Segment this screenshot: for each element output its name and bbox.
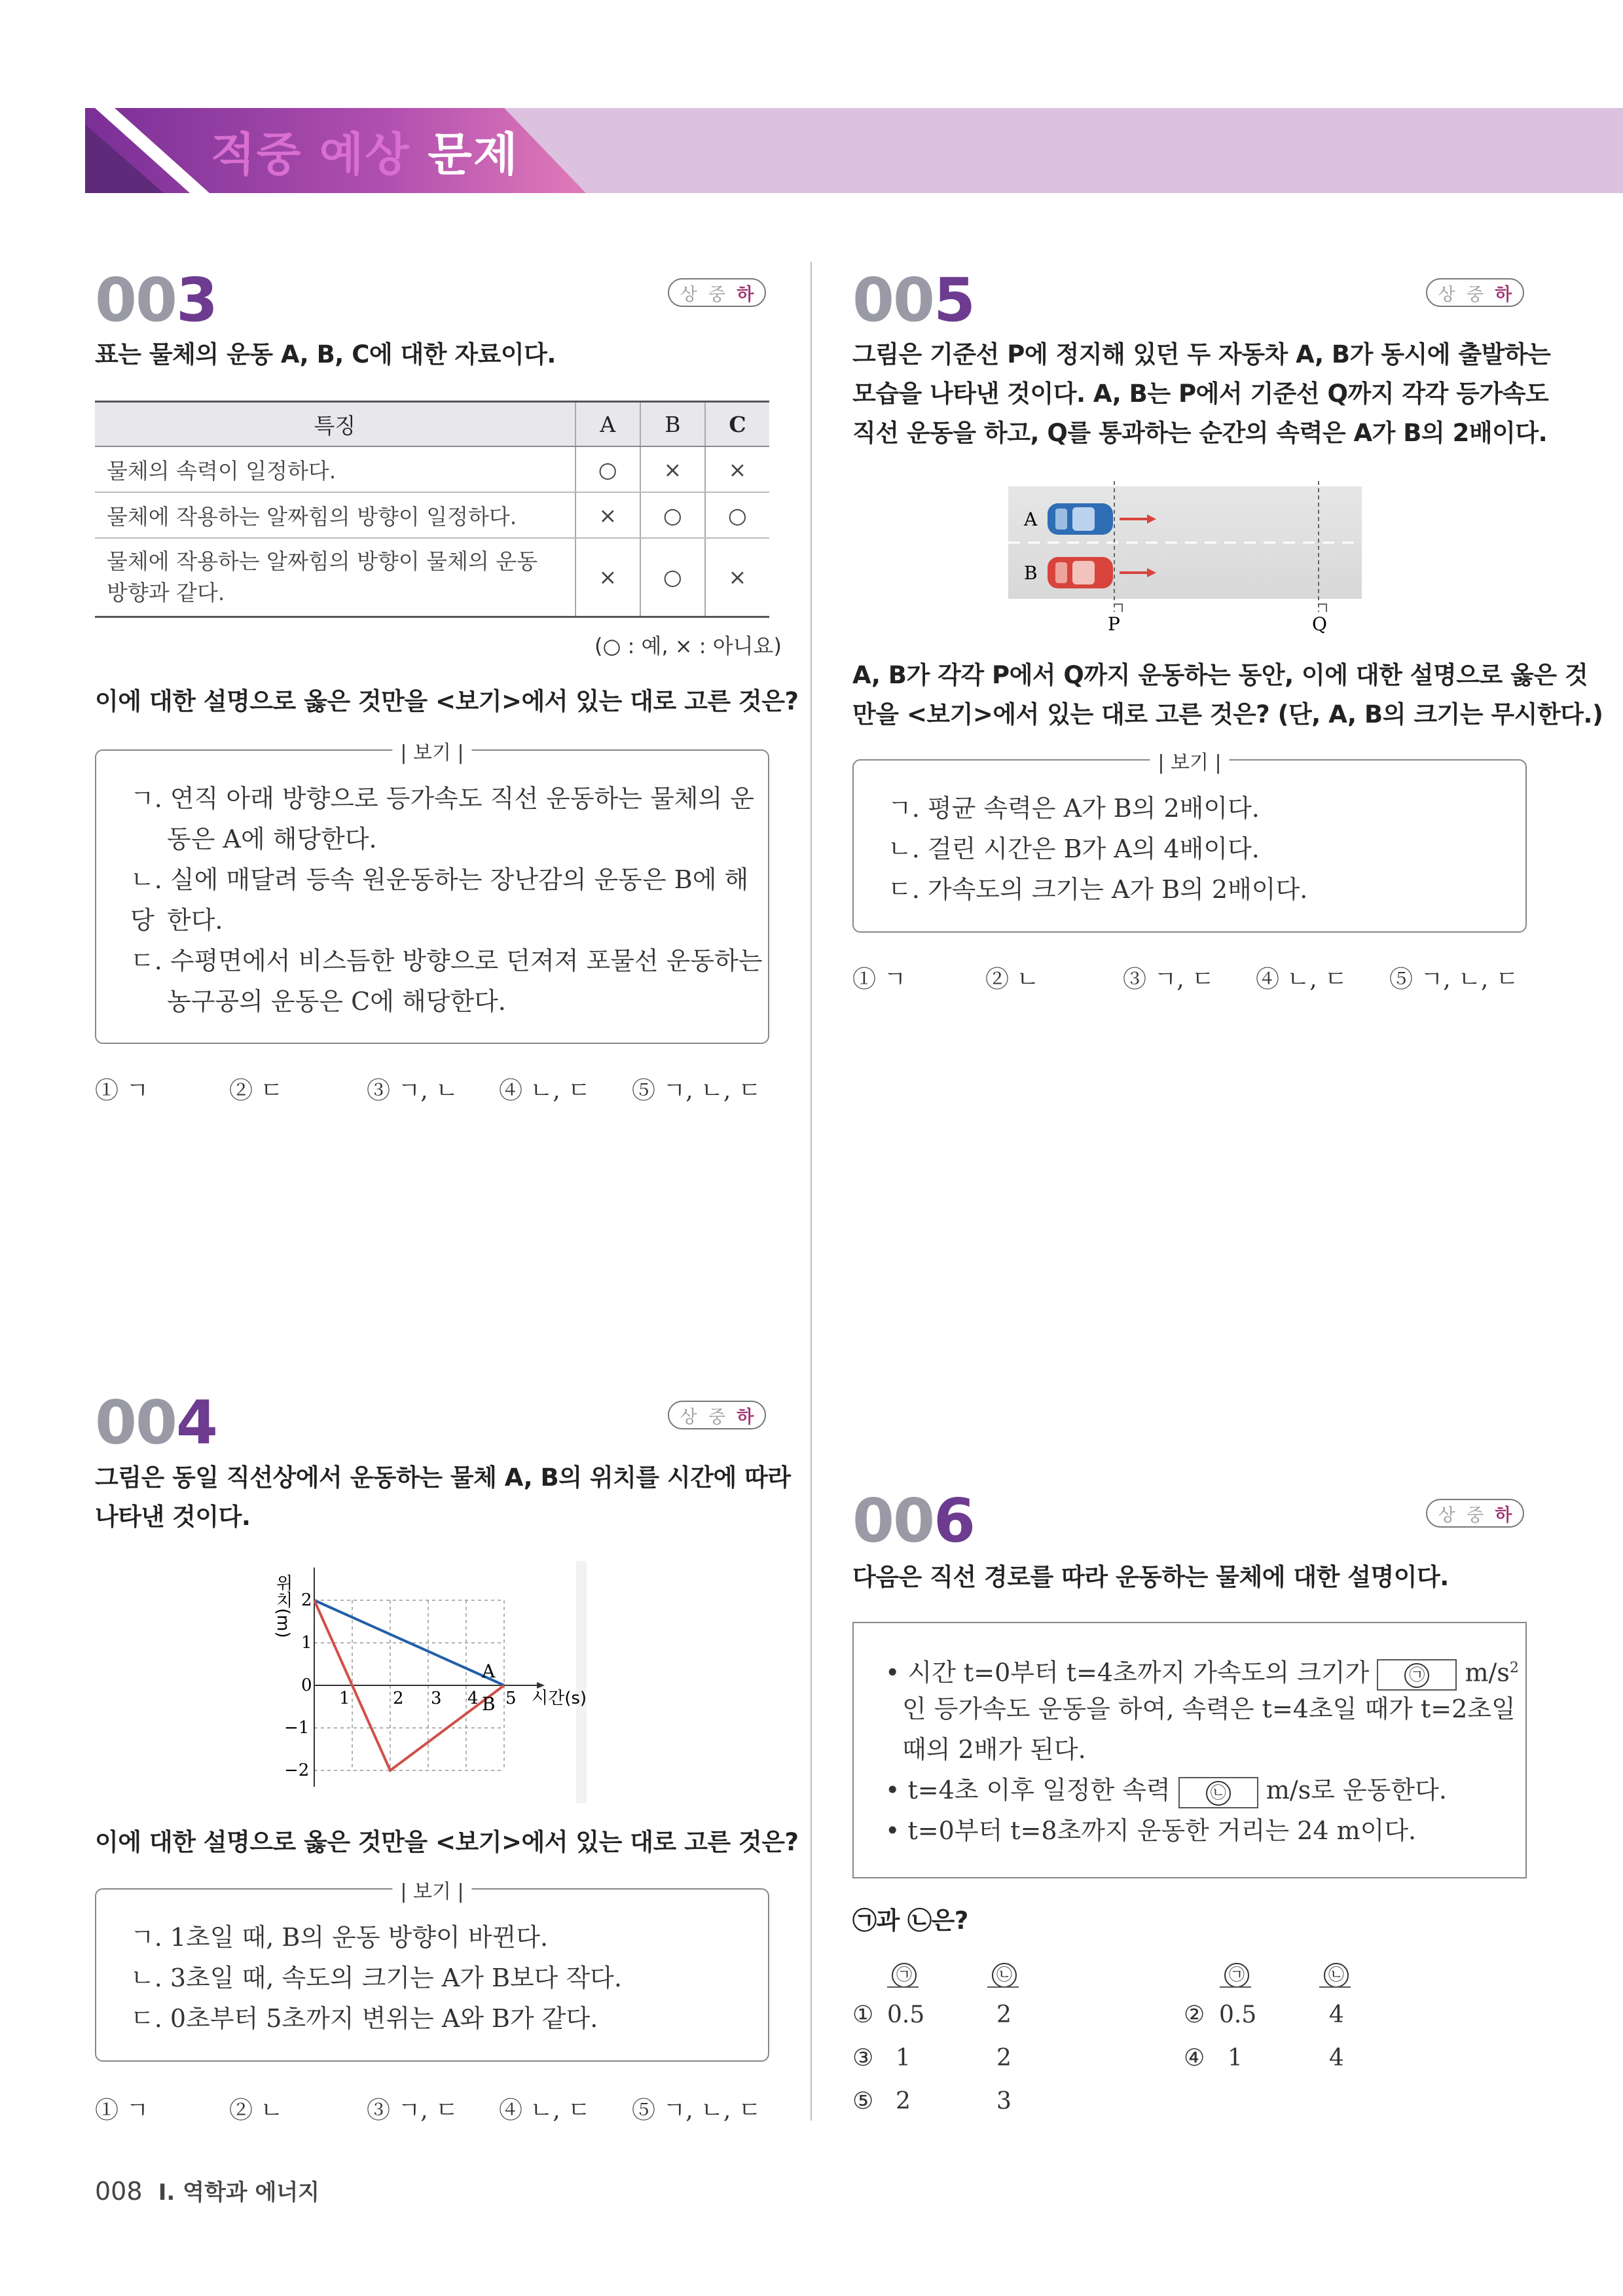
bogi-item: ㄱ. 1초일 때, B의 운동 방향이 바뀐다. — [130, 1923, 549, 1952]
bogi-item: ㄷ. 수평면에서 비스듬한 방향으로 던져져 포물선 운동하는 — [130, 946, 763, 975]
difficulty-high: 상 — [1438, 284, 1455, 305]
q004-position-time-graph — [262, 1561, 602, 1803]
car-b-icon — [1048, 557, 1113, 588]
difficulty-low: 하 — [1495, 284, 1512, 305]
q005-stem: 그림은 기준선 P에 정지해 있던 두 자동차 A, B가 동시에 출발하는 모습을 나타낸 것이다. A, B는 P에서 기준선 Q까지 각각 등가속도 직선 운동을 하고, Q를 통과하는 순간의 속력은 A가 B의 2배이다. — [852, 340, 1551, 447]
x-tick: 5 — [505, 1689, 517, 1708]
line-q-label: Q — [1312, 613, 1327, 635]
x-tick: 1 — [339, 1689, 350, 1708]
page-number: 008 — [95, 2177, 143, 2206]
q003-question: 이에 대한 설명으로 옳은 것만을 <보기>에서 있는 대로 고른 것은? — [95, 687, 799, 715]
difficulty-low: 하 — [737, 284, 754, 305]
table-cell: ○ — [705, 492, 769, 538]
q005-question: A, B가 각각 P에서 Q까지 운동하는 동안, 이에 대한 설명으로 옳은 것 만을 <보기>에서 있는 대로 고른 것은? (단, A, B의 크기는 무시한다.) — [852, 661, 1603, 728]
answer-choice[interactable]: ③ ㄱ, ㄴ — [367, 1077, 458, 1104]
answer-choice[interactable]: ③ ㄱ, ㄷ — [367, 2097, 458, 2124]
answer-choice[interactable]: ② — [1184, 2001, 1205, 2028]
column-header-1: ㉠ — [1224, 1957, 1249, 1988]
y-tick: 2 — [301, 1590, 312, 1610]
description-line: 때의 2배가 된다. — [902, 1735, 1086, 1764]
table-row — [95, 446, 769, 492]
line-label-b: B — [482, 1693, 496, 1715]
line-p-label: P — [1108, 613, 1120, 635]
answer-choice[interactable]: ④ ㄴ, ㄷ — [499, 2097, 591, 2124]
difficulty-mid: 중 — [1466, 284, 1484, 305]
page-footer — [95, 2174, 319, 2206]
bogi-item: ㄱ. 평균 속력은 A가 B의 2배이다. — [888, 794, 1260, 823]
difficulty-low: 하 — [1495, 1505, 1512, 1526]
column-header-2: ㉡ — [1324, 1957, 1349, 1988]
difficulty-high: 상 — [680, 284, 697, 305]
table-row — [95, 538, 769, 617]
answer-choice[interactable]: ⑤ — [852, 2088, 874, 2115]
column-header-1: ㉠ — [892, 1957, 917, 1988]
q004-stem: 그림은 동일 직선상에서 운동하는 물체 A, B의 위치를 시간에 따라 나타낸 것이다. — [95, 1463, 791, 1531]
answer-choice[interactable]: ① — [852, 2001, 874, 2028]
q005-bogi-box — [852, 751, 1527, 933]
table-cell: × — [705, 538, 769, 617]
answer-value: 1 — [1228, 2045, 1243, 2072]
q005-cars-figure — [1008, 481, 1375, 638]
car-b-label: B — [1024, 562, 1038, 584]
table-header: C — [705, 402, 769, 447]
column-header-2: ㉡ — [992, 1957, 1017, 1988]
table-cell: ○ — [640, 538, 705, 617]
bogi-item: ㄱ. 연직 아래 방향으로 등가속도 직선 운동하는 물체의 운 — [130, 784, 754, 813]
description-line: • t=0부터 t=8초까지 운동한 거리는 24 m이다. — [885, 1816, 1417, 1845]
banner-word-2: 문제 — [428, 128, 519, 181]
answer-choice[interactable]: ⑤ ㄱ, ㄴ, ㄷ — [1389, 966, 1519, 993]
q003-table — [95, 401, 769, 618]
difficulty-high: 상 — [1438, 1505, 1455, 1526]
answer-value: 4 — [1329, 2045, 1344, 2072]
y-tick: 0 — [301, 1676, 312, 1695]
answer-choice[interactable]: ⑤ ㄱ, ㄴ, ㄷ — [632, 2097, 761, 2124]
banner-title — [211, 118, 519, 184]
q006-stem: 다음은 직선 경로를 따라 운동하는 물체에 대한 설명이다. — [852, 1563, 1449, 1591]
y-tick: −1 — [284, 1718, 310, 1738]
answer-value: 1 — [896, 2045, 911, 2072]
difficulty-high: 상 — [680, 1407, 697, 1427]
answer-choice[interactable]: ② ㄷ — [229, 1077, 283, 1104]
bogi-item: 동은 A에 해당한다. — [167, 825, 377, 853]
car-a-icon — [1048, 503, 1113, 535]
table-header: A — [575, 402, 640, 447]
y-tick: −2 — [284, 1761, 310, 1780]
bogi-item: 한다. — [167, 906, 223, 935]
bogi-item: ㄷ. 가속도의 크기는 A가 B의 2배이다. — [888, 875, 1308, 904]
answer-value: 0.5 — [1219, 2001, 1257, 2028]
bogi-item: 농구공의 운동은 C에 해당한다. — [167, 987, 506, 1016]
answer-choice[interactable]: ② ㄴ — [985, 966, 1040, 993]
answer-choice[interactable]: ① ㄱ — [852, 966, 907, 993]
y-tick: 1 — [301, 1633, 312, 1653]
description-line: • 시간 t=0부터 t=4초까지 가속도의 크기가 ㉠ $m/s^2$ — [885, 1648, 1519, 1693]
table-cell: 물체의 속력이 일정하다. — [95, 446, 575, 492]
blank-2: ㉡ — [1178, 1777, 1258, 1808]
answer-choice[interactable]: ② ㄴ — [229, 2097, 283, 2124]
bogi-item: ㄴ. 실에 매달려 등속 원운동하는 장난감의 운동은 B에 해당 — [130, 865, 749, 935]
difficulty-mid: 중 — [1466, 1505, 1484, 1526]
difficulty-badge — [668, 1401, 766, 1429]
answer-value: 2 — [996, 2045, 1012, 2072]
answer-choice[interactable]: ① ㄱ — [95, 2097, 149, 2124]
answer-value: 2 — [996, 2001, 1012, 2028]
table-cell: 물체에 작용하는 알짜힘의 방향이 일정하다. — [95, 492, 575, 538]
q003-stem: 표는 물체의 운동 A, B, C에 대한 자료이다. — [95, 340, 556, 368]
car-a-label: A — [1024, 509, 1038, 530]
table-cell: × — [575, 538, 640, 617]
answer-value: 0.5 — [887, 2001, 925, 2028]
question-number-004: 004 — [95, 1388, 217, 1458]
question-number-003: 003 — [95, 265, 217, 335]
answer-choice[interactable]: ③ ㄱ, ㄷ — [1123, 966, 1214, 993]
difficulty-badge — [1426, 1499, 1524, 1528]
difficulty-badge — [668, 278, 766, 307]
bogi-item: ㄷ. 0초부터 5초까지 변위는 A와 B가 같다. — [130, 2004, 598, 2033]
table-row — [95, 492, 769, 538]
answer-value: 3 — [996, 2088, 1012, 2115]
chapter-title: Ⅰ. 역학과 에너지 — [158, 2179, 320, 2206]
table-cell: × — [640, 446, 705, 492]
bogi-title: | 보기 | — [1150, 746, 1229, 775]
answer-choice[interactable]: ④ ㄴ, ㄷ — [1256, 966, 1347, 993]
difficulty-badge — [1426, 278, 1524, 307]
table-cell: × — [705, 446, 769, 492]
x-tick: 2 — [393, 1689, 404, 1708]
bogi-item: ㄴ. 걸린 시간은 B가 A의 4배이다. — [888, 834, 1260, 863]
table-header: 특징 — [95, 402, 575, 447]
q006-question: ㉠과 ㉡은? — [852, 1907, 968, 1935]
difficulty-mid: 중 — [708, 1407, 726, 1427]
answer-value: 2 — [896, 2088, 911, 2115]
answer-choice[interactable]: ① ㄱ — [95, 1077, 149, 1104]
q006-description-box — [852, 1622, 1527, 1878]
bogi-title: | 보기 | — [392, 736, 471, 765]
q003-bogi-box — [95, 742, 769, 1044]
difficulty-low: 하 — [737, 1407, 754, 1427]
description-line: • t=4초 이후 일정한 속력 ㉡ m/s로 운동한다. — [885, 1770, 1447, 1810]
answer-choice[interactable]: ④ — [1184, 2045, 1205, 2072]
table-cell: × — [575, 492, 640, 538]
table-cell: ○ — [575, 446, 640, 492]
x-tick: 3 — [431, 1689, 442, 1708]
x-tick: 4 — [467, 1689, 479, 1708]
x-axis-label: 시간(s) — [532, 1689, 587, 1708]
description-line: 인 등가속도 운동을 하여, 속력은 t=4초일 때가 t=2초일 — [902, 1695, 1516, 1723]
table-header: B — [640, 402, 705, 447]
column-divider — [811, 262, 812, 2121]
answer-choice[interactable]: ③ — [852, 2045, 874, 2072]
line-label-a: A — [482, 1660, 496, 1682]
y-axis-label: 위치(m) — [273, 1574, 293, 1638]
table-note: (○ : 예, × : 아니요) — [594, 634, 782, 658]
q004-question: 이에 대한 설명으로 옳은 것만을 <보기>에서 있는 대로 고른 것은? — [95, 1828, 799, 1856]
table-cell: 물체에 작용하는 알짜힘의 방향이 물체의 운동 방향과 같다. — [95, 538, 575, 617]
q004-bogi-box — [95, 1880, 769, 2062]
answer-value: 4 — [1329, 2001, 1344, 2028]
bogi-title: | 보기 | — [392, 1875, 471, 1904]
blank-1: ㉠ — [1377, 1659, 1457, 1691]
banner-word-1: 적중 예상 — [211, 128, 410, 181]
bogi-item: ㄴ. 3초일 때, 속도의 크기는 A가 B보다 작다. — [130, 1964, 622, 1992]
question-number-006: 006 — [852, 1486, 975, 1556]
answer-choice[interactable]: ④ ㄴ, ㄷ — [499, 1077, 591, 1104]
answer-choice[interactable]: ⑤ ㄱ, ㄴ, ㄷ — [632, 1077, 761, 1104]
table-cell: ○ — [640, 492, 705, 538]
difficulty-mid: 중 — [708, 284, 726, 305]
question-number-005: 005 — [852, 265, 975, 335]
